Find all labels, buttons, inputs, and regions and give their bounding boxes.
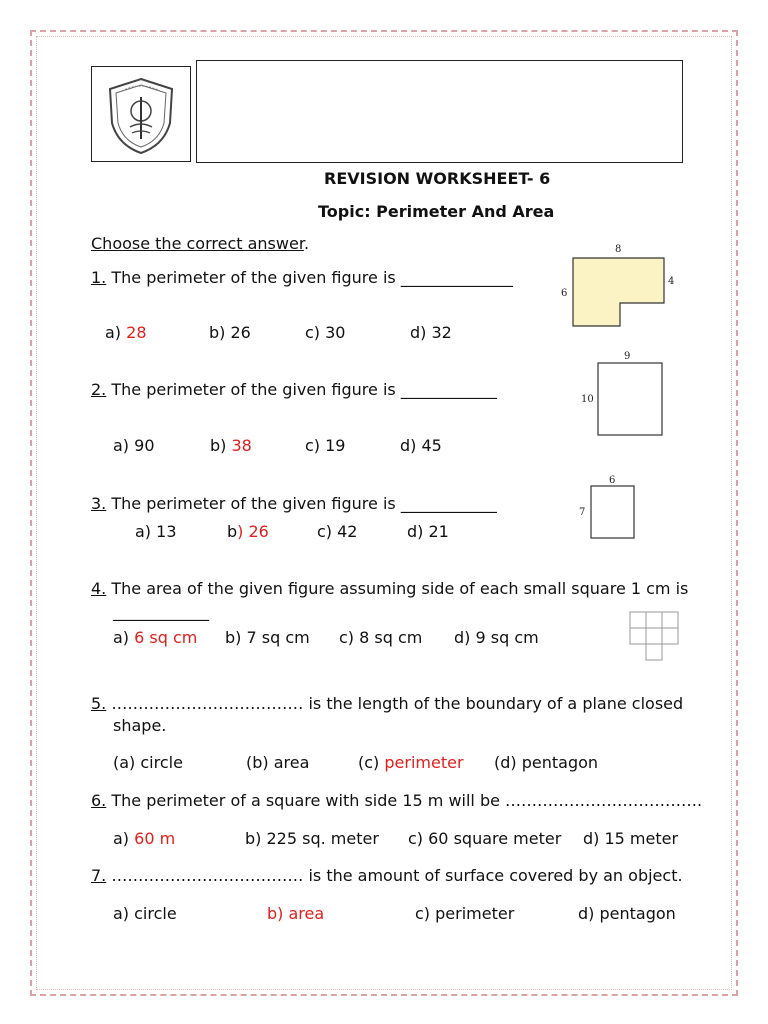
question-text: ……………………………… is the length of the boundary of a plane closed: [111, 694, 684, 713]
option-a: a) 6 sq cm: [113, 628, 198, 647]
question-3: [91, 494, 497, 513]
option-d: d) 15 meter: [583, 829, 679, 848]
answer: b) area: [267, 904, 325, 923]
instructions: [91, 234, 309, 253]
fig-label-left: 7: [579, 507, 586, 518]
question-2: [91, 380, 497, 399]
option-b: b) 7 sq cm: [225, 628, 310, 647]
title-box: [196, 60, 683, 163]
option-b: (b) area: [246, 753, 310, 772]
logo-box: [91, 66, 191, 162]
option-c: c) 30: [305, 323, 346, 342]
answer: 28: [126, 323, 147, 342]
option-a: a) 60 m: [113, 829, 176, 848]
answer: 60 m: [134, 829, 176, 848]
question-7: [91, 866, 683, 885]
option-d: d) 9 sq cm: [454, 628, 539, 647]
option-c: c) 60 square meter: [408, 829, 562, 848]
option-d: d) pentagon: [578, 904, 676, 923]
question-number: 7.: [91, 866, 107, 885]
question-number: 6.: [91, 791, 107, 810]
school-crest-logo: [92, 67, 190, 161]
worksheet-topic: Topic: Perimeter And Area: [318, 202, 555, 221]
question-5: [91, 694, 683, 713]
fig-label-left: 10: [581, 394, 594, 405]
question-4: [91, 579, 688, 598]
instructions-text: Choose the correct answer: [91, 234, 304, 253]
option-d: d) 21: [407, 522, 449, 541]
figure-small-rectangle: [576, 474, 646, 548]
question-1: [91, 268, 513, 287]
question-number: 3.: [91, 494, 107, 513]
option-b: b) 38: [210, 436, 252, 455]
option-c: c) perimeter: [415, 904, 515, 923]
option-a: a) circle: [113, 904, 177, 923]
option-b: b) 26: [209, 323, 251, 342]
option-c: c) 8 sq cm: [339, 628, 423, 647]
question-number: 4.: [91, 579, 107, 598]
option-c: c) 19: [305, 436, 346, 455]
fig-label-top: 9: [624, 351, 631, 362]
option-c: (c) perimeter: [358, 753, 464, 772]
question-text: ……………………………… is the amount of surface covered by an object.: [111, 866, 683, 885]
fig-label-top: 8: [615, 244, 622, 255]
instructions-period: .: [303, 234, 310, 253]
question-text: The perimeter of the given figure is ____________: [111, 380, 497, 399]
fig-label-right: 4: [668, 276, 675, 287]
option-b: b) 225 sq. meter: [245, 829, 379, 848]
option-a: (a) circle: [113, 753, 183, 772]
option-c: c) 42: [317, 522, 358, 541]
fig-label-top: 6: [609, 475, 616, 486]
question-number: 1.: [91, 268, 107, 287]
question-number: 5.: [91, 694, 107, 713]
option-d: d) 45: [400, 436, 442, 455]
answer: ) 26: [237, 522, 269, 541]
option-a: a) 90: [113, 436, 155, 455]
option-a: a) 28: [105, 323, 147, 342]
option-d: d) 32: [410, 323, 452, 342]
answer: 38: [231, 436, 252, 455]
answer-blank: ____________: [113, 602, 209, 621]
question-text: The perimeter of the given figure is ______________: [111, 268, 513, 287]
option-b: b) 26: [227, 522, 269, 541]
question-6: [91, 791, 702, 810]
fig-label-left: 6: [561, 288, 568, 299]
question-number: 2.: [91, 380, 107, 399]
answer: perimeter: [384, 753, 464, 772]
option-d: (d) pentagon: [494, 753, 599, 772]
question-text: The perimeter of a square with side 15 m will be ……………………………….: [111, 791, 703, 810]
figure-rectangle: [578, 348, 668, 444]
worksheet-title: REVISION WORKSHEET- 6: [324, 169, 551, 188]
question-text: The perimeter of the given figure is ____________: [111, 494, 497, 513]
option-a: a) 13: [135, 522, 177, 541]
figure-l-shape: [558, 240, 688, 339]
question-text-cont: shape.: [113, 716, 167, 735]
answer: 6 sq cm: [134, 628, 198, 647]
question-text: The area of the given figure assuming side of each small square 1 cm is: [111, 579, 689, 598]
figure-grid-squares: [628, 610, 682, 670]
